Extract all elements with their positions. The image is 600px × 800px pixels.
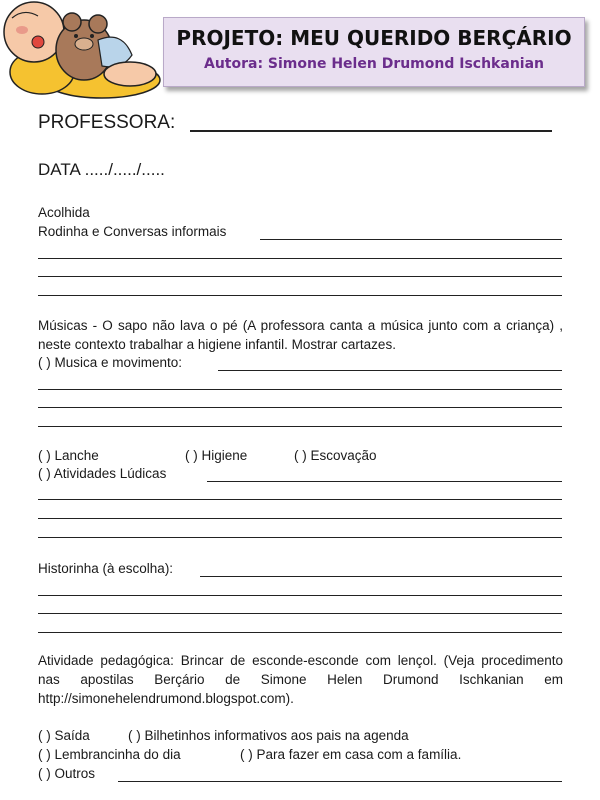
project-header (163, 17, 585, 87)
atividades-ludicas-field[interactable] (207, 481, 562, 482)
musicas-line-2[interactable] (38, 407, 562, 408)
higiene-checkbox[interactable]: ( ) Higiene (185, 448, 248, 463)
historinha-line-3[interactable] (38, 632, 562, 633)
data-label[interactable]: DATA ...../...../..... (38, 160, 165, 179)
baby-with-teddy-bear-illustration (2, 0, 167, 100)
acolhida-line-1[interactable] (38, 258, 562, 259)
musica-movimento-checkbox[interactable]: ( ) Musica e movimento: (38, 355, 183, 370)
musicas-line-3[interactable] (38, 426, 562, 427)
fazer-em-casa-checkbox[interactable]: ( ) Para fazer em casa com a família. (240, 747, 462, 762)
rotina-line-3[interactable] (38, 537, 562, 538)
musicas-line-1[interactable] (38, 389, 562, 390)
atividades-ludicas-checkbox[interactable]: ( ) Atividades Lúdicas (38, 466, 167, 481)
project-title: PROJETO: MEU QUERIDO BERÇÁRIO (176, 26, 572, 50)
historinha-label: Historinha (à escolha): (38, 561, 174, 576)
saida-checkbox[interactable]: ( ) Saída (38, 728, 90, 743)
musica-movimento-field[interactable] (218, 370, 562, 371)
professora-field[interactable] (190, 130, 552, 132)
outros-checkbox[interactable]: ( ) Outros (38, 766, 96, 781)
acolhida-line-2[interactable] (38, 276, 562, 277)
acolhida-line-3[interactable] (38, 295, 562, 296)
escovacao-checkbox[interactable]: ( ) Escovação (294, 448, 377, 463)
outros-field[interactable] (118, 781, 562, 782)
musicas-text: Músicas - O sapo não lava o pé (A professora canta a música junto com a criança) , neste contexto trabalhar a higiene infantil. Mostrar cartazes. (38, 318, 563, 352)
lembrancinha-checkbox[interactable]: ( ) Lembrancinha do dia (38, 747, 181, 762)
rotina-line-2[interactable] (38, 518, 562, 519)
atividade-pedagogica-text: Atividade pedagógica: Brincar de esconde-esconde com lençol. (Veja procedimento nas apostilas Berçário de Simone Helen Drumond Ischkanian em http://simonehelendrumond.blogspot.com). (38, 653, 563, 706)
project-author: Autora: Simone Helen Drumond Ischkanian (203, 56, 544, 72)
historinha-field[interactable] (200, 576, 562, 577)
rodinha-field[interactable] (260, 239, 562, 240)
lanche-checkbox[interactable]: ( ) Lanche (38, 448, 99, 463)
acolhida-title: Acolhida (38, 205, 90, 220)
rotina-line-1[interactable] (38, 499, 562, 500)
professora-label: PROFESSORA: (38, 112, 176, 133)
historinha-line-2[interactable] (38, 613, 562, 614)
bilhetinhos-checkbox[interactable]: ( ) Bilhetinhos informativos aos pais na agenda (128, 728, 409, 743)
professora-row (38, 112, 175, 134)
historinha-line-1[interactable] (38, 595, 562, 596)
rodinha-label: Rodinha e Conversas informais (38, 224, 227, 239)
